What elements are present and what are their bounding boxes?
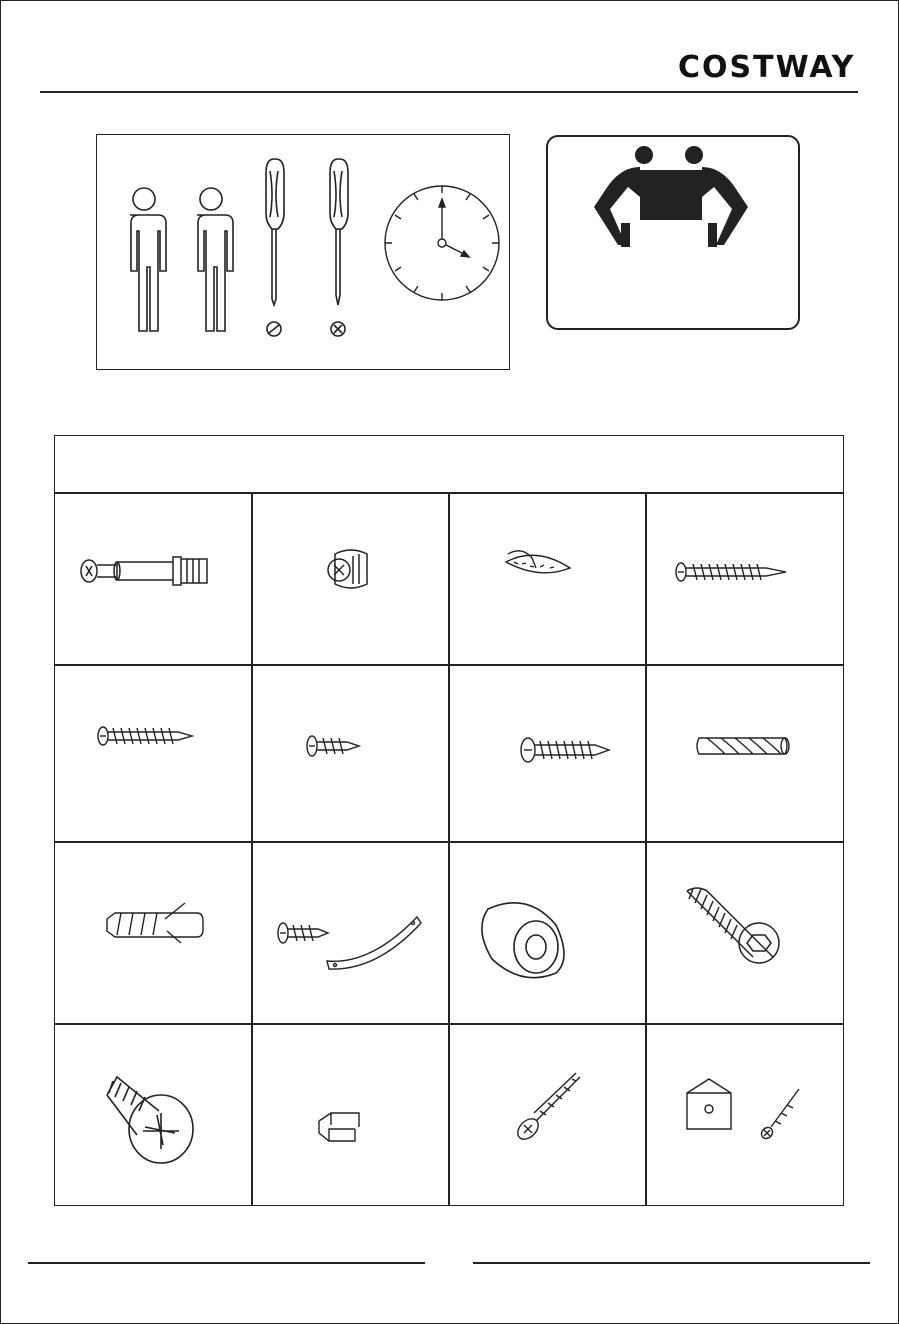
person-icon [197, 188, 233, 331]
clock-icon [385, 186, 499, 300]
part-cell [55, 492, 251, 664]
bracket-with-screw-icon [647, 1025, 843, 1205]
part-cell [450, 1025, 645, 1205]
part-cell [55, 843, 251, 1023]
flat-head-bolt-icon [55, 1025, 251, 1205]
shelf-pin-icon [450, 492, 645, 664]
part-cell [253, 843, 448, 1023]
screw-with-strap-icon [253, 843, 448, 1023]
phillips-screwdriver-icon [330, 159, 348, 336]
pan-head-screw-icon [450, 666, 645, 841]
part-cell [647, 666, 843, 841]
u-clip-icon [253, 1025, 448, 1205]
footer-rule-left [28, 1262, 425, 1264]
parts-table-header [55, 436, 843, 494]
two-person-lift-box [546, 135, 800, 330]
part-cell [55, 1025, 251, 1205]
hex-socket-bolt-icon [647, 843, 843, 1023]
two-person-lift-icon [548, 137, 798, 328]
cam-lock-icon [253, 492, 448, 664]
parts-list-table [54, 435, 844, 1206]
part-cell [647, 492, 843, 664]
medium-screw-icon [55, 666, 251, 841]
flathead-screwdriver-icon [266, 159, 284, 336]
part-cell [253, 666, 448, 841]
part-cell [253, 1025, 448, 1205]
long-screw-icon [647, 492, 843, 664]
part-cell [647, 1025, 843, 1205]
logo-text: COSTWAY [678, 50, 856, 82]
wall-anchor-icon [55, 843, 251, 1023]
part-cell [450, 492, 645, 664]
wooden-dowel-icon [647, 666, 843, 841]
part-cell [253, 492, 448, 664]
spacer-sleeve-icon [450, 843, 645, 1023]
part-cell [450, 666, 645, 841]
cam-bolt-icon [55, 492, 251, 664]
person-icon [130, 188, 166, 331]
costway-logo [678, 48, 862, 82]
part-cell [647, 843, 843, 1023]
footer-rule-right [473, 1262, 870, 1264]
part-cell [450, 843, 645, 1023]
short-screw-icon [253, 666, 448, 841]
countersunk-screw-icon [450, 1025, 645, 1205]
requirements-box [96, 134, 510, 370]
part-cell [55, 666, 251, 841]
header-rule [40, 91, 858, 93]
